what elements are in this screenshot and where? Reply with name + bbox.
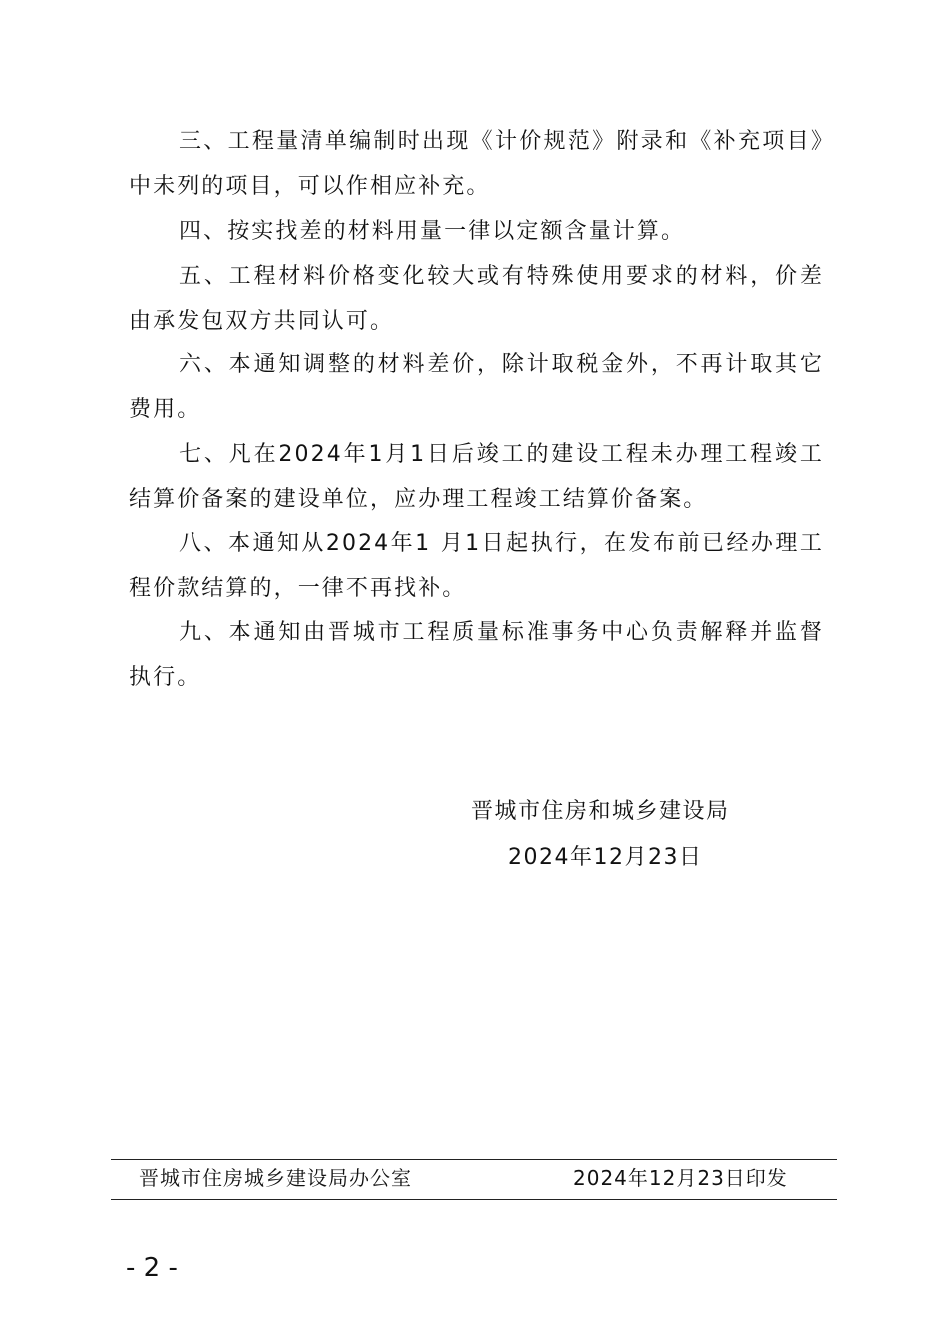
footer-bottom-rule bbox=[111, 1199, 837, 1200]
page-number: - 2 - bbox=[126, 1253, 178, 1283]
footer-top-rule bbox=[111, 1159, 837, 1160]
paragraph-item-3: 三、工程量清单编制时出现《计价规范》附录和《补充项目》中未列的项目，可以作相应补充。 bbox=[129, 129, 824, 199]
paragraph-item-5: 五、工程材料价格变化较大或有特殊使用要求的材料，价差由承发包双方共同认可。 bbox=[129, 264, 824, 334]
paragraph-item-9: 九、本通知由晋城市工程质量标准事务中心负责解释并监督执行。 bbox=[129, 620, 824, 690]
footer-print-date: 2024年12月23日印发 bbox=[573, 1166, 788, 1190]
issuer-signature: 晋城市住房和城乡建设局 bbox=[471, 799, 730, 824]
issue-date: 2024年12月23日 bbox=[508, 845, 703, 870]
paragraph-item-8: 八、本通知从2024年1 月1日起执行，在发布前已经办理工程价款结算的，一律不再找补。 bbox=[129, 531, 824, 601]
paragraph-item-4: 四、按实找差的材料用量一律以定额含量计算。 bbox=[179, 219, 686, 244]
paragraph-item-6: 六、本通知调整的材料差价，除计取税金外，不再计取其它费用。 bbox=[129, 352, 824, 422]
footer-office: 晋城市住房城乡建设局办公室 bbox=[139, 1166, 412, 1190]
paragraph-item-7: 七、凡在2024年1月1日后竣工的建设工程未办理工程竣工结算价备案的建设单位，应办理工程竣工结算价备案。 bbox=[129, 442, 824, 512]
